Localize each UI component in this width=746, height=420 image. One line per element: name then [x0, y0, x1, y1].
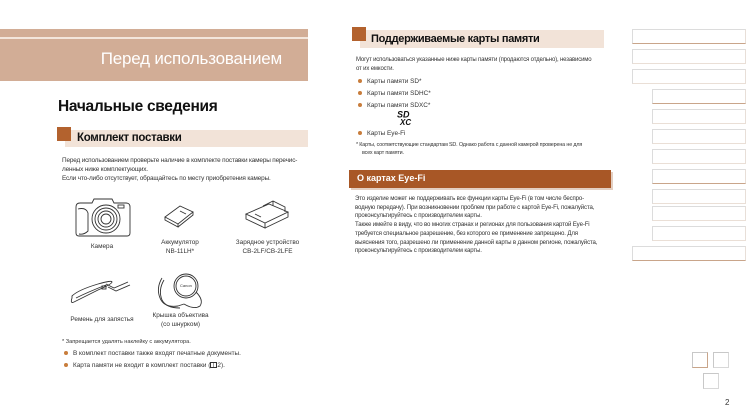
sdxc-logo-mark: [396, 110, 418, 126]
nav-tab[interactable]: [652, 226, 746, 241]
eyefi-text: [355, 195, 617, 256]
header-band-top: [0, 29, 308, 37]
wrist-strap-image: [68, 274, 132, 308]
bullet-icon: [358, 131, 362, 135]
kit-item-caption-line: Аккумулятор: [161, 239, 199, 246]
kit-item-caption: [225, 239, 310, 256]
kit-item-lens-cap: [148, 272, 213, 334]
charger-image: [243, 198, 291, 230]
kit-item-caption-line: Зарядное устройство: [235, 239, 300, 246]
nav-tab[interactable]: [652, 109, 746, 124]
nav-tab[interactable]: [652, 189, 746, 204]
kit-item-caption-line: CB-2LF/CB-2LFE: [242, 247, 293, 255]
kit-intro: [62, 156, 322, 184]
memory-intro: [356, 56, 616, 74]
nav-tab[interactable]: [652, 89, 746, 104]
svg-text:XC: XC: [400, 118, 412, 126]
nav-tab[interactable]: [652, 206, 746, 221]
kit-item-camera: [68, 195, 138, 255]
card-bullet: [358, 90, 431, 97]
kit-item-charger: [225, 198, 310, 260]
kit-bullet-text: Карта памяти не входит в комплект поставки (: [73, 362, 211, 369]
card-bullet: [358, 78, 422, 85]
bullet-icon: [64, 351, 68, 355]
card-bullet-text: Карты памяти SDXC*: [367, 102, 431, 109]
bullet-icon: [358, 79, 362, 83]
section-marker: [352, 27, 366, 41]
kit-bullet-text: В комплект поставки также входят печатные документы.: [73, 350, 241, 357]
nav-back-button[interactable]: [692, 352, 708, 368]
nav-tab[interactable]: [632, 246, 746, 261]
nav-tab[interactable]: [652, 169, 746, 184]
svg-text:SD: SD: [397, 110, 410, 120]
eyefi-text-line: Также имейте в виду, что во многих странах и регионах для пользования картой Eye-Fi: [355, 221, 590, 229]
nav-tab[interactable]: [632, 29, 746, 44]
kit-bullet-text: 2).: [217, 362, 225, 369]
kit-intro-line: Если что-либо отсутствует, обращайтесь по месту приобретения камеры.: [62, 175, 271, 183]
page-number: 2: [725, 398, 730, 407]
nav-tab[interactable]: [632, 69, 746, 84]
eyefi-text-line: водную передачу). При возникновении проблем при работе с картой Eye-Fi, пожалуйста,: [355, 203, 595, 211]
eyefi-text-line: проконсультируйтесь с производителем карты.: [355, 212, 482, 220]
chapter-title: Перед использованием: [100, 49, 282, 68]
card-bullet: [358, 130, 405, 137]
page-title: Начальные сведения: [58, 98, 218, 115]
sdxc-logo: [396, 110, 418, 126]
memory-footnote-line: всех карт памяти.: [362, 149, 404, 156]
header-band: [0, 39, 308, 81]
eyefi-text-line: Это изделие может не поддерживать все функции карты Eye-Fi (в том числе беспро-: [355, 195, 584, 202]
bullet-icon: [358, 91, 362, 95]
eyefi-text-line: выяснения того, разрешено ли применение данной карты в данном регионе, пожалуйста,: [355, 238, 598, 246]
kit-item-caption: Камера: [90, 243, 114, 250]
nav-tab[interactable]: [652, 129, 746, 144]
kit-item-caption: Ремень для запястья: [70, 316, 134, 323]
battery-image: [162, 202, 196, 228]
kit-intro-line: ленных ниже комплектующих.: [62, 166, 148, 174]
kit-bullet: [64, 350, 241, 357]
eyefi-text-line: требуется специальное разрешение, без которого ее применение запрещено. Для: [355, 229, 578, 237]
card-bullet-text: Карты Eye-Fi: [367, 130, 406, 137]
nav-forward-button[interactable]: [713, 352, 729, 368]
nav-tab[interactable]: [652, 149, 746, 164]
section-title-memory-cards: Поддерживаемые карты памяти: [371, 33, 540, 45]
kit-item-wrist-strap: [62, 274, 142, 329]
kit-item-caption: [148, 312, 213, 329]
kit-item-caption-line: (со шнурком): [160, 320, 200, 328]
section-marker: [57, 127, 71, 141]
memory-footnote-line: * Карты, соответствующие стандартам SD. Однако работа с данной камерой проверена не для: [356, 142, 583, 148]
kit-footnote: * Запрещается удалять наклейку с аккумулятора.: [62, 339, 191, 345]
memory-footnote: [356, 142, 616, 157]
nav-return-button[interactable]: [703, 373, 719, 389]
kit-item-caption-line: NB-11LH*: [165, 247, 195, 255]
section-title-kit: Комплект поставки: [77, 132, 182, 144]
kit-item-battery: [150, 200, 210, 260]
camera-image: [72, 195, 134, 239]
card-bullet: [358, 102, 430, 109]
kit-bullet: [64, 362, 225, 369]
eyefi-header: [349, 170, 611, 188]
eyefi-title: О картах Eye-Fi: [357, 173, 426, 183]
eyefi-text-line: проконсультируйтесь с производителем карты.: [355, 247, 482, 255]
bullet-icon: [358, 103, 362, 107]
kit-item-caption: [150, 239, 210, 256]
card-bullet-text: Карты памяти SD*: [367, 78, 422, 85]
memory-intro-line: Могут использоваться указанные ниже карты памяти (продаются отдельно), независимо: [356, 57, 592, 63]
svg-text:Canon: Canon: [180, 283, 192, 288]
kit-item-caption-line: Крышка объектива: [152, 312, 209, 319]
memory-intro-line: от их емкости.: [356, 66, 394, 73]
kit-intro-line: Перед использованием проверьте наличие в комплекте поставки камеры перечис-: [62, 157, 298, 164]
nav-tab[interactable]: [632, 49, 746, 64]
lens-cap-image: [154, 272, 208, 312]
bullet-icon: [64, 363, 68, 367]
card-bullet-text: Карты памяти SDHC*: [367, 90, 431, 97]
